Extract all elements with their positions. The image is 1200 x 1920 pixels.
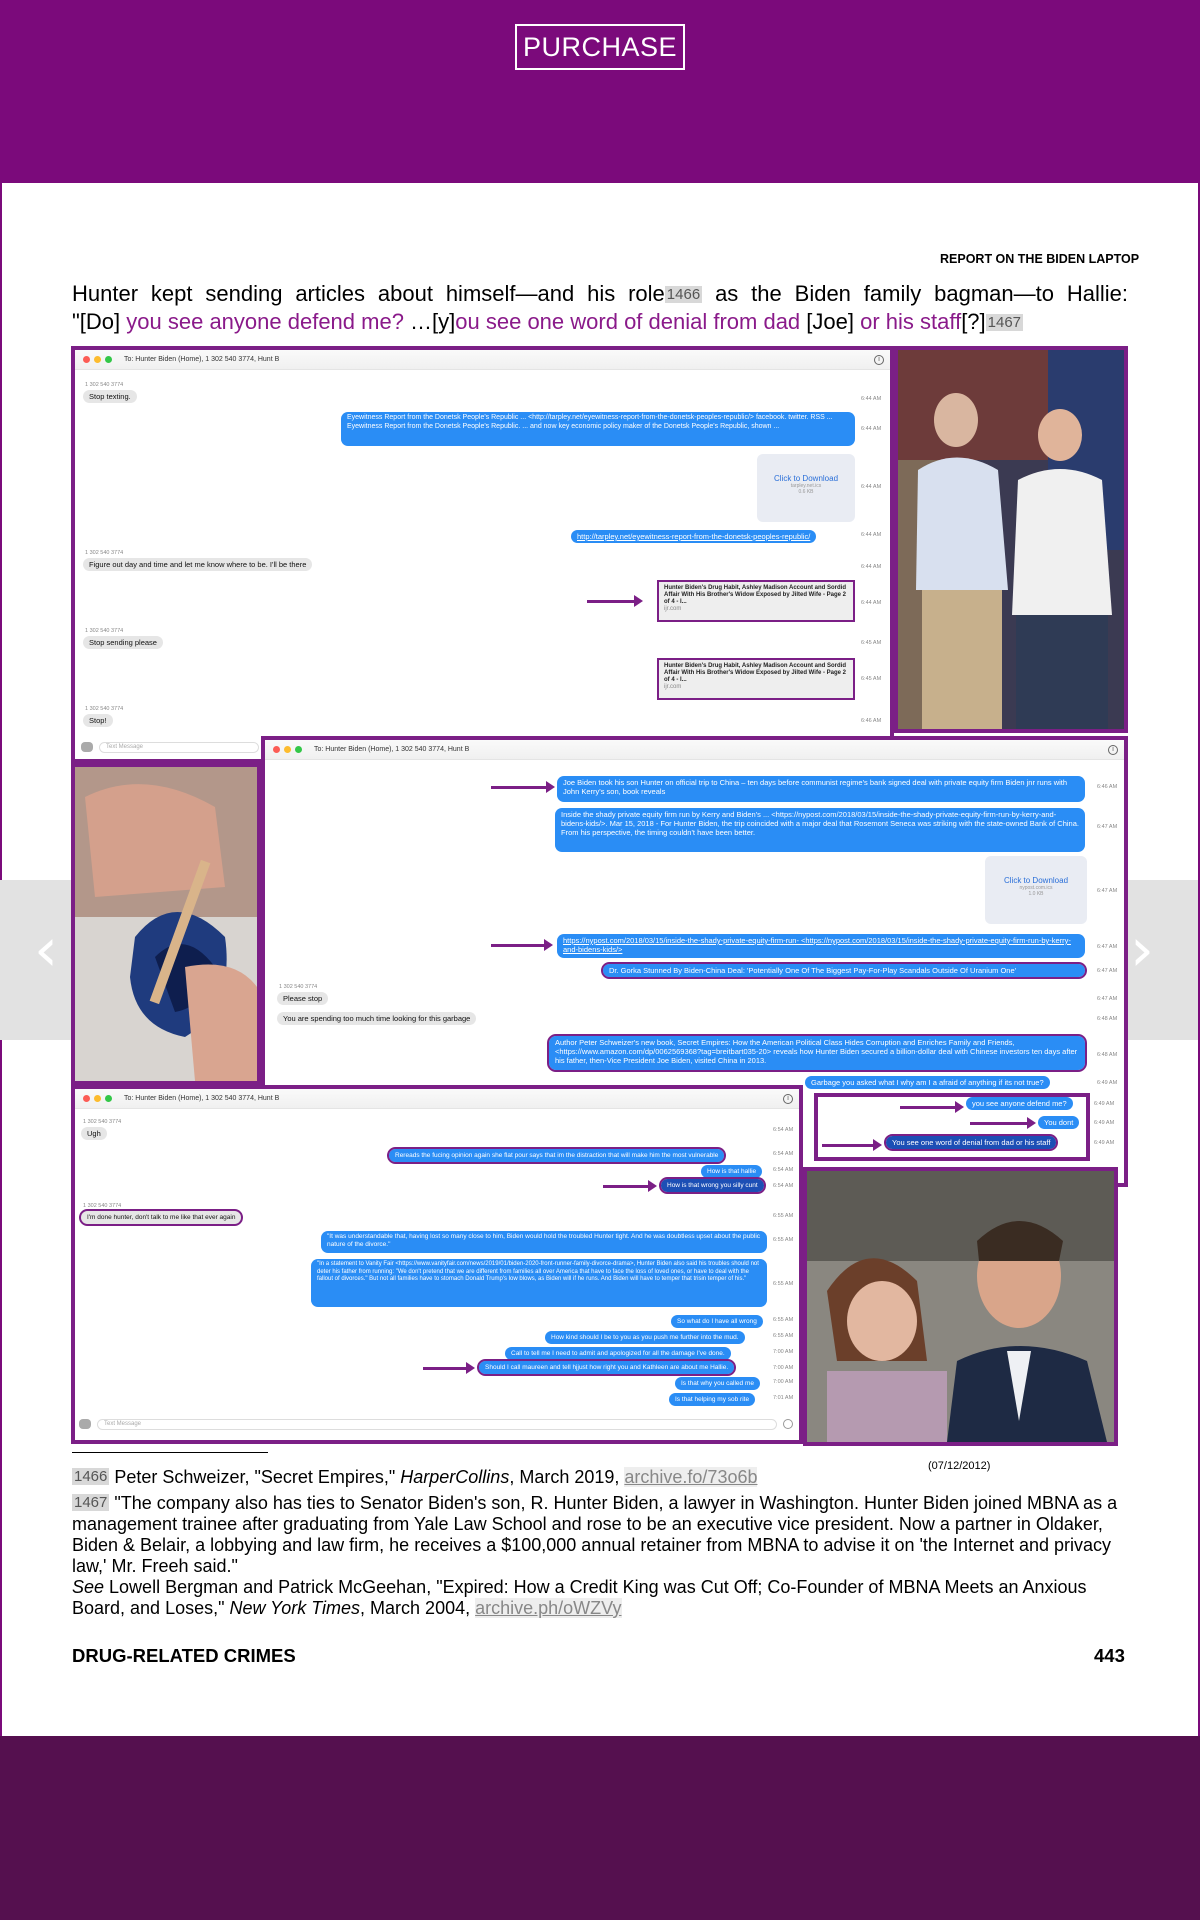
photo-biden-xi-image [898,350,1124,729]
imessage-screenshot-3: To: Hunter Biden (Home), 1 302 540 3774, Hunt B i 1 302 540 3774 Ugh 6:54 AM Rereads the fucing opinion again she flat pour says that im the distraction that will make him the most vulnerable 6:54 AM How is that hallie 6:54 AM How is that wrong you silly cunt 6:54 AM 1 302 540 3774 I'm done hunter, don't talk to me like that ever again 6:55 AM "It was understandable that, having lost so many close to him, Biden would hold the troubled Hunter tight. And he was doubtless upset about the public nature of the divorce." 6:55 AM "In a statement to Vanity Fair <https://www.vanityfair.com/news/2019/01/biden-2020-front-runner-family-divorce-drama>, Hunter Biden also said his troubles should not deter his father from running: "We don't pretend that we are different from families all over America that have to face the loss of loved ones, or have to deal with the fallout of divorces." But not all families have to stomach Donald Trump's low blows, as Biden will if he runs. And Biden will have to temper that trisin temper of his." 6:55 AM So what do I have all wrong 6:55 AM How kind should I be to you as you push me further into the mud. 6:55 AM Call to tell me I need to admit and apologized for all the damage I've done. 7:00 AM Should I call maureen and tell hjjust how right you and Kathleen are about me Hallie. 7:00 AM Is that why you called me 7:00 AM Is that helping my sob rite 7:01 AM Text Message [71,1085,803,1444]
section-title: DRUG-RELATED CRIMES [72,1645,296,1666]
annotation-arrow [970,1122,1032,1125]
footnote-ref-1466[interactable]: 1466 [666,286,701,303]
annotation-arrow [603,1185,653,1188]
photo-painting-hands [71,763,261,1085]
photo-biden-xi [894,346,1128,733]
report-header: REPORT ON THE BIDEN LAPTOP [940,252,1140,266]
chevron-right-icon[interactable]: › [1130,915,1154,985]
info-icon[interactable]: i [783,1094,793,1104]
message-input[interactable]: Text Message [97,1419,777,1430]
footnote-1467: 1467 "The company also has ties to Senator Biden's son, R. Hunter Biden, a lawyer in Washington. Hunter Biden joined MBNA as a management trainee after graduating from Yale Law School and rose to be an executive vice president. Now a partner in Oldaker, Biden & Belair, a lobbying and law firm, he receives a $100,000 annual retainer from MBNA to advise it on 'the Internet and privacy law,' Mr. Freeh said." See Lowell Bergman and Patrick McGeehan, "Expired: How a Credit King was Cut Off; Co-Founder of MBNA Meets an Anxious Board, and Loses," New York Times, March 2004, archive.ph/oWZVy [72,1493,1118,1618]
annotation-arrow [900,1106,960,1109]
emoji-icon[interactable] [783,1419,793,1429]
purchase-button[interactable]: PURCHASE [515,24,685,70]
footnote-1466: 1466 Peter Schweizer, "Secret Empires," HarperCollins, March 2019, archive.fo/73o6b [74,1467,758,1487]
annotation-arrow [491,944,549,947]
annotation-arrow [491,786,551,789]
photo-painting-image [75,767,257,1081]
download-attachment[interactable]: Click to Download nypost.com.ics 1.0 KB [985,856,1087,924]
info-icon[interactable]: i [874,355,884,365]
imessage-screenshot-2: To: Hunter Biden (Home), 1 302 540 3774, Hunt B i Joe Biden took his son Hunter on official trip to China – ten days before communist regime's bank signed deal with private equity firm Biden jnr runs with John Kerry's son, book reveals 6:46 AM Inside the shady private equity firm run by Kerry and Biden's ... <https://nypost.com/2018/03/15/inside-the-shady-private-equity-firm-run-by-kerry-and-bidens-kids/>. Mar 15, 2018 - For Hunter Biden, the trip coincided with a major deal that Rosemont Seneca was striking with the state-owned Bank of China. From his perspective, the timing couldn't have been better. 6:47 AM Click to Download nypost.com.ics 1.0 KB 6:47 AM https://nypost.com/2018/03/15/inside-the-shady-private-equity-firm-run- <https://nypost.com/2018/03/15/inside-the-shady-private-equity-firm-run-by-kerry-and-bidens-kids/> 6:47 AM Dr. Gorka Stunned By Biden-China Deal: 'Potentially One Of The Biggest Pay-For-Play Scandals Outside Of Uranium One' 6:47 AM 1 302 540 3774 Please stop 6:47 AM You are spending too much time looking for this garbage 6:48 AM Author Peter Schweizer's new book, Secret Empires: How the American Political Class Hides Corruption and Enriches Family and Friends, <https://www.amazon.com/dp/0062569368?tag=breitbart035-20> reveals how Hunter Biden secured a billion-dollar deal with Chinese investors ten days after his father, then-Vice President Joe Biden, visited China in 2013. 6:48 AM Garbage you asked what I why am I a afraid of anything if its not true? 6:49 AM [261,736,1128,1187]
intro-line-2: "[Do] you see anyone defend me? …[y]ou see one word of denial from dad [Joe] or his staff[?] 1467 [72,309,1022,334]
archive-link-1[interactable]: archive.fo/73o6b [624,1467,758,1487]
page-number: 443 [1094,1645,1125,1666]
link-card[interactable]: Hunter Biden's Drug Habit, Ashley Madison Account and Sordid Affair With His Brother's Widow Exposed by Jilted Wife - Page 2 of 4 - I... ijr.com [657,580,855,622]
link-card[interactable]: Hunter Biden's Drug Habit, Ashley Madison Account and Sordid Affair With His Brother's Widow Exposed by Jilted Wife - Page 2 of 4 - I... ijr.com [657,658,855,700]
chevron-left-icon[interactable]: ‹ [34,915,58,985]
bottom-band [0,1736,1200,1920]
intro-line-1: Hunter kept sending articles about himself—and his role 1466 as the Biden family bagman—to Hallie: [72,281,1128,306]
annotation-arrow [587,600,639,603]
imessage-screenshot-1: To: Hunter Biden (Home), 1 302 540 3774, Hunt B i 1 302 540 3774 Stop texting. 6:44 AM Eyewitness Report from the Donetsk People's Republic ... <http://tarpley.net/eyewitness-report-from-the-donetsk-peoples-republic/> facebook. twitter. RSS ... Eyewitness Report from the Donetsk People's Republic. ... and now key economic policy maker of the Donetsk People's Republic, shown ... 6:44 AM Click to Download tarpley.net.ics 0.6 KB 6:44 AM http://tarpley.net/eyewitness-report-from-the-donetsk-peoples-republic/ 6:44 AM 1 302 540 3774 Figure out day and time and let me know where to be. I'll be there 6:44 AM Hunter Biden's Drug Habit, Ashley Madison Account and Sordid Affair With His Brother's Widow Exposed by Jilted Wife - Page 2 of 4 - I... ijr.com 6:44 AM 1 302 540 3774 Stop sending please 6:45 AM Hunter Biden's Drug Habit, Ashley Madison Account and Sordid Affair With His Brother's Widow Exposed by Jilted Wife - Page 2 of 4 - I... ijr.com 6:45 AM 1 302 540 3774 Stop! 6:46 AM Text Message [71,346,894,763]
camera-icon[interactable] [79,1419,91,1429]
footnote-divider [72,1452,268,1453]
photo-date: (07/12/2012) [928,1460,991,1472]
download-attachment[interactable]: Click to Download tarpley.net.ics 0.6 KB [757,454,855,522]
info-icon[interactable]: i [1108,745,1118,755]
camera-icon[interactable] [81,742,93,752]
message-input[interactable]: Text Message [99,742,259,753]
annotation-arrow [822,1144,878,1147]
archive-link-2[interactable]: archive.ph/oWZVy [475,1598,622,1618]
photo-pelosi-hunter-image [807,1171,1114,1442]
footnote-ref-1467[interactable]: 1467 [987,314,1022,331]
annotation-arrow [423,1367,471,1370]
photo-pelosi-hunter [803,1167,1118,1446]
